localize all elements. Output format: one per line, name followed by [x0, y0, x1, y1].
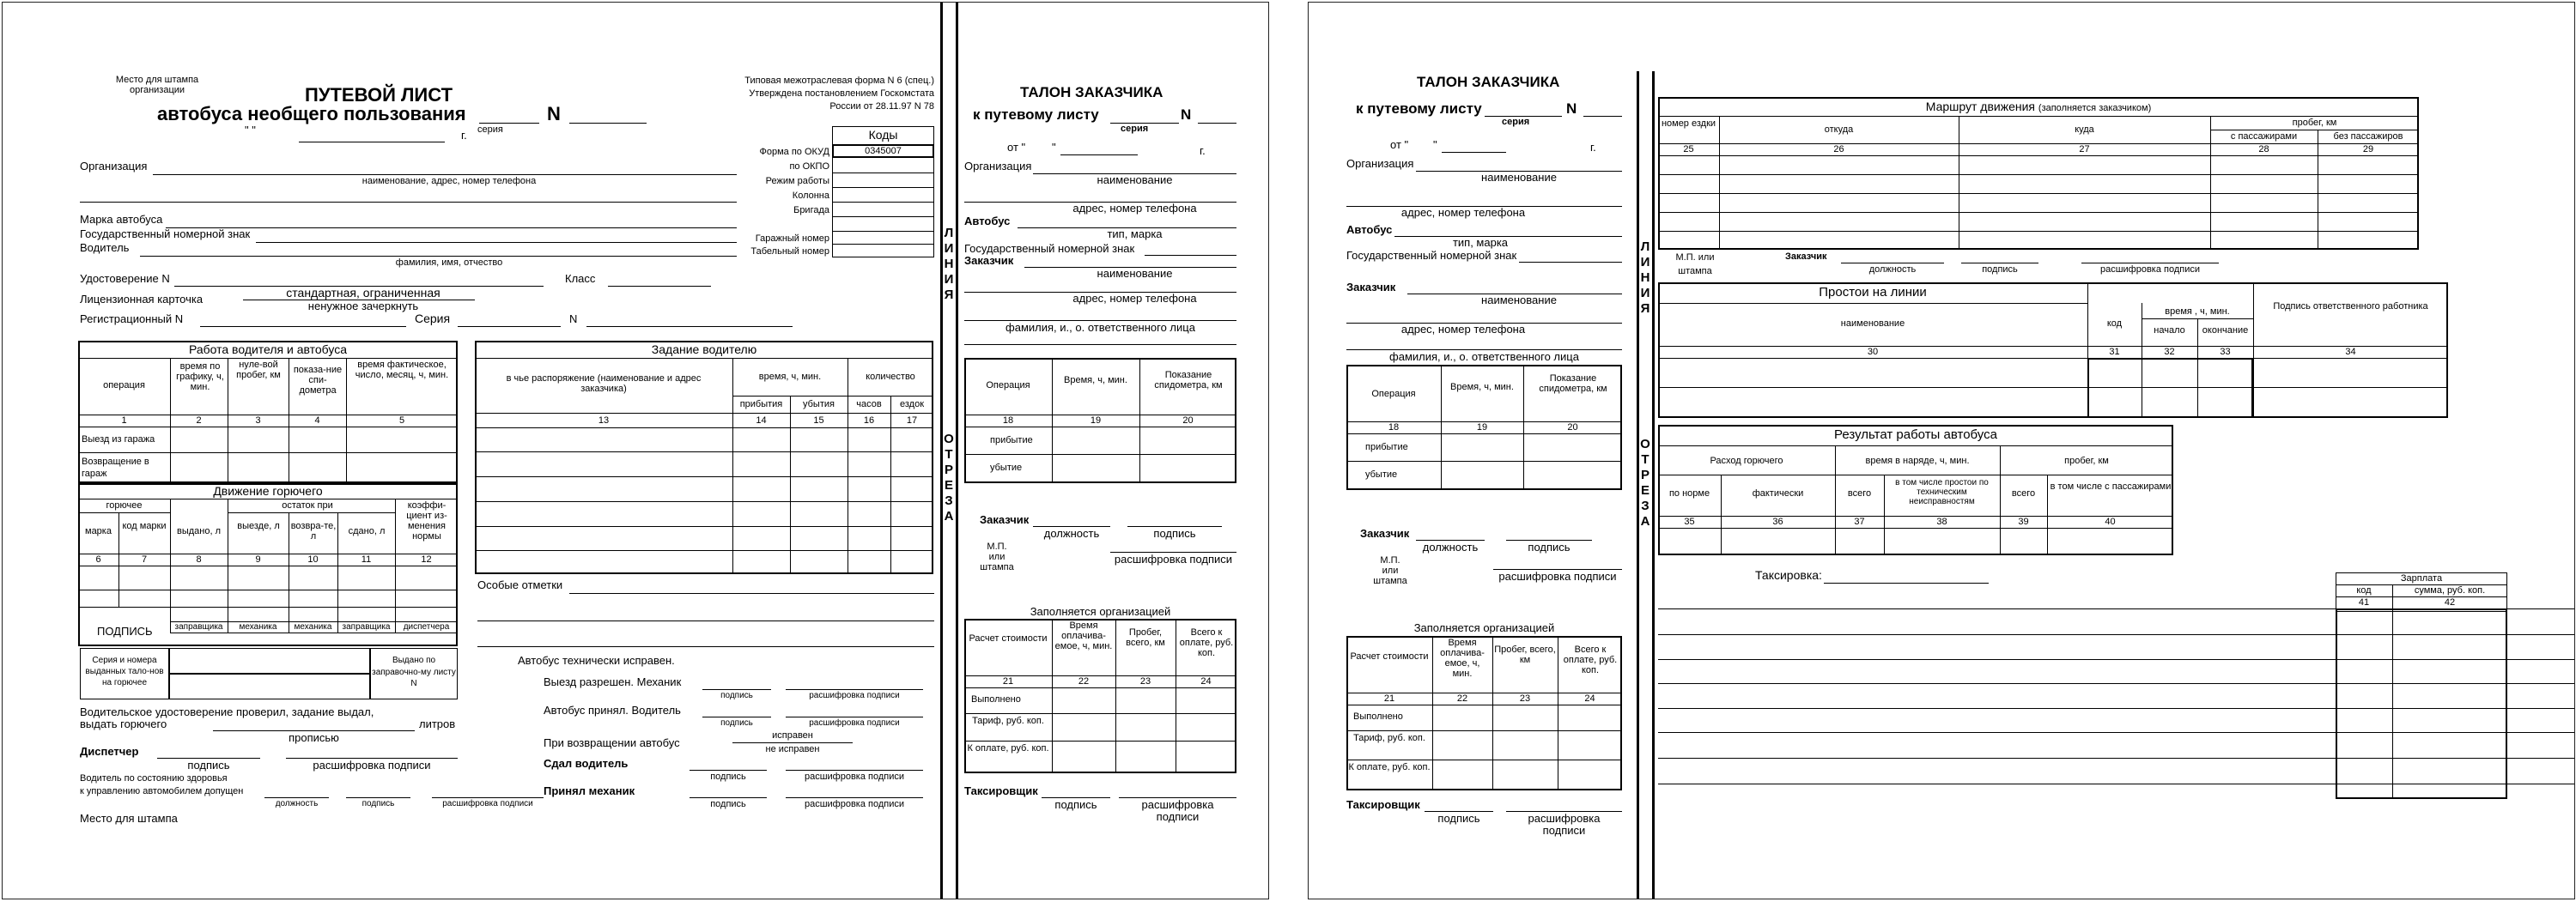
caption-signature: подпись	[710, 799, 746, 809]
fuel-col-brand-code: код марки	[122, 521, 167, 531]
work-row-exit: Выезд из гаража	[82, 434, 155, 445]
health-note-1: Водитель по состоянию здоровья	[80, 773, 228, 784]
idle-col-signature: Подпись ответственного работника	[2273, 301, 2428, 312]
accepted-mechanic-label: Принял механик	[544, 784, 635, 797]
talon-num: 19	[1090, 415, 1102, 426]
waybill-page	[2, 2, 1269, 899]
fuel-num: 6	[95, 554, 101, 565]
bus-brand-label: Марка автобуса	[80, 213, 163, 226]
caption-name: наименование	[1097, 173, 1173, 186]
serviceable-option: исправен	[772, 730, 813, 741]
work-num: 2	[196, 415, 202, 426]
caption-decoding: расшифровка подписи	[809, 718, 900, 728]
talon-quote: "	[1052, 141, 1056, 154]
idle-col-name: наименование	[1840, 318, 1905, 329]
fuel-num: 8	[196, 554, 202, 565]
talon-customer-sign: Заказчик	[980, 513, 1030, 526]
talon2-org: Организация	[1346, 157, 1414, 170]
tech-ok-label: Автобус технически исправен.	[518, 654, 675, 667]
signature-label: ПОДПИСЬ	[97, 625, 153, 638]
route-num: 28	[2258, 144, 2269, 154]
dispatcher-label: Диспетчер	[80, 745, 139, 758]
license-caption: ненужное зачеркнуть	[307, 300, 419, 312]
page-gap	[1271, 0, 1308, 902]
caption-decoding: расшифровка подписи	[2099, 264, 2201, 275]
talon2-title: ТАЛОН ЗАКАЗЧИКА	[1417, 74, 1560, 90]
waybill-subtitle: автобуса необщего пользования	[157, 103, 466, 124]
calc-row-tariff: Тариф, руб. коп.	[972, 716, 1044, 726]
talon-num: 18	[1002, 415, 1014, 426]
bus-accepted-label: Автобус принял. Водитель	[544, 704, 681, 717]
caption-decoding: расшифровка подписи	[809, 691, 900, 700]
talon-stamp: М.П. или штампа	[980, 542, 1014, 573]
sign-role: механика	[239, 622, 277, 632]
caption-decoding: расшифровка подписи	[442, 799, 533, 808]
check-note-2: выдать горючего	[80, 717, 167, 730]
handed-driver-label: Сдал водитель	[544, 757, 629, 770]
salary-num: 42	[2444, 597, 2456, 608]
work-row-return: Возвращение в гараж	[82, 457, 149, 480]
task-col-trips: ездок	[899, 399, 925, 409]
caption-signature: подпись	[1528, 541, 1571, 554]
taxing-label: Таксировка:	[1755, 568, 1822, 582]
fuel-col-exit: выезде, л	[237, 521, 280, 531]
on-return-label: При возвращении автобус	[544, 736, 680, 749]
fuel-col-coefficient: коэффи-циент из-менения нормы	[406, 500, 447, 542]
salary-col-code: код	[2356, 585, 2372, 596]
brigade-label: Бригада	[793, 205, 829, 215]
result-col-actual: фактически	[1752, 488, 1804, 499]
fuel-num: 10	[307, 554, 319, 565]
talon2-stamp: М.П. или штампа	[1373, 555, 1407, 587]
calc-col-paid-time: Время оплачива-емое, ч, мин.	[1054, 621, 1113, 652]
health-note-2: к управлению автомобилем допущен	[80, 786, 244, 796]
caption-decoding: расшифровка подписи	[1114, 553, 1233, 566]
result-num: 39	[2018, 517, 2029, 527]
typeform-note: Типовая межотраслевая форма N 6 (спец.) Утверждена постановлением Госкомстата России от 28.11.97 N 78	[744, 76, 934, 112]
calc-num: 22	[1078, 676, 1090, 687]
caption-responsible: фамилия, и., о. ответственного лица	[1389, 350, 1579, 363]
caption-name: наименование	[1097, 267, 1173, 280]
idle-col-end: окончание	[2202, 325, 2249, 336]
year-label: г.	[461, 129, 467, 142]
talon-to-list: к путевому листу	[973, 106, 1099, 123]
driver-caption: фамилия, имя, отчество	[395, 257, 503, 268]
stamp-place-bottom: Место для штампа	[80, 812, 178, 825]
fuel-table-title: Движение горючего	[213, 484, 323, 498]
date-quotes: " "	[245, 124, 256, 136]
talon2-col-operation: Операция	[1371, 389, 1416, 399]
calc-num: 24	[1200, 676, 1212, 687]
taxer-label: Таксировщик	[964, 784, 1038, 797]
caption-signature: подпись	[187, 759, 230, 772]
salary-num: 41	[2358, 597, 2370, 608]
route-title-text: Маршрут движения	[1925, 100, 2036, 113]
idle-num: 31	[2109, 347, 2120, 357]
calc-num: 21	[1002, 676, 1014, 687]
okud-value: 0345007	[865, 146, 902, 156]
talon-n: N	[1181, 106, 1192, 123]
calc-num: 22	[1456, 693, 1468, 704]
certificate-label: Удостоверение N	[80, 272, 170, 285]
task-num: 16	[863, 415, 875, 426]
talon-customer: Заказчик	[964, 254, 1014, 267]
result-num: 35	[1684, 517, 1695, 527]
fuel-num: 7	[141, 554, 148, 565]
special-notes-label: Особые отметки	[477, 578, 563, 591]
fuel-group-remainder: остаток при	[282, 500, 333, 511]
org-caption: наименование, адрес, номер телефона	[361, 176, 537, 186]
organization-label: Организация	[80, 160, 148, 173]
sign-role: механика	[294, 622, 332, 632]
fuel-col-return: возвра-те, л	[290, 521, 337, 542]
tab-number-label: Табельный номер	[750, 246, 829, 257]
task-col-time: время, ч, мин.	[758, 372, 822, 382]
route-num: 25	[1683, 144, 1694, 154]
okpo-label: по ОКПО	[789, 161, 829, 172]
waybill-number-sign: N	[547, 103, 561, 124]
sign-role: диспетчера	[403, 622, 450, 632]
check-note-1: Водительское удостоверение проверил, задание выдал,	[80, 705, 374, 718]
work-num: 3	[255, 415, 261, 426]
talon-row-departure: убытие	[990, 463, 1023, 473]
result-col-with-pass: в том числе с пассажирами	[2050, 481, 2172, 492]
line-label: Л И Н И Я	[944, 226, 954, 302]
task-table-title: Задание водителю	[651, 342, 757, 356]
work-col-actual-time: время фактическое, число, месяц, ч, мин.	[355, 360, 449, 381]
task-col-arrival: прибытия	[739, 399, 783, 409]
talon-col-speedometer: Показание спидометра, км	[1154, 370, 1223, 391]
talon2-to-list: к путевому листу	[1356, 100, 1482, 117]
route-col-from: откуда	[1824, 124, 1854, 135]
idle-num: 32	[2164, 347, 2175, 357]
talon2-series: серия	[1502, 117, 1530, 127]
column-label: Колонна	[792, 191, 829, 201]
caption-decoding: расшифровка подписи	[1498, 570, 1617, 583]
fuel-col-issued: выдано, л	[176, 526, 221, 536]
idle-col-start: начало	[2154, 325, 2185, 336]
task-col-departure: убытия	[803, 399, 835, 409]
task-num: 17	[906, 415, 918, 426]
idle-title: Простои на линии	[1819, 285, 1927, 300]
cut-label-2: О Т Р Е З А	[1640, 437, 1650, 529]
caption-decoding: расшифровка подписи	[804, 799, 905, 809]
talon2-from: от "	[1390, 138, 1409, 151]
result-group-run: пробег, км	[2064, 456, 2109, 466]
route-num: 26	[1833, 144, 1844, 154]
caption-address: адрес, номер телефона	[1072, 292, 1197, 305]
calc-row-to-pay: К оплате, руб. коп.	[1348, 762, 1431, 772]
talon2-customer: Заказчик	[1346, 281, 1396, 294]
caption-address: адрес, номер телефона	[1400, 206, 1526, 219]
caption-signature: подпись	[1153, 527, 1196, 540]
calc-row-done: Выполнено	[1353, 711, 1403, 722]
work-num: 1	[121, 415, 127, 426]
sign-role: заправщика	[342, 622, 391, 632]
calc-row-done: Выполнено	[971, 694, 1021, 705]
route-col-trip: номер ездки	[1661, 118, 1716, 129]
salary-col-sum: сумма, руб. коп.	[2414, 585, 2486, 596]
caption-signature: подпись	[361, 799, 395, 808]
caption-name: наименование	[1481, 171, 1557, 184]
sign-role: заправщика	[174, 622, 223, 632]
task-col-hours: часов	[856, 399, 882, 409]
caption-type-brand: тип, марка	[1107, 227, 1163, 240]
route-customer: Заказчик	[1785, 251, 1827, 262]
caption-address: адрес, номер телефона	[1072, 202, 1197, 215]
calc-row-tariff: Тариф, руб. коп.	[1353, 733, 1425, 743]
filled-by-org: Заполняется организацией	[1030, 605, 1171, 618]
idle-col-time: время , ч, мин.	[2165, 306, 2230, 317]
fuel-col-brand: марка	[85, 526, 112, 536]
calc-col-run: Пробег, всего, км	[1494, 645, 1556, 666]
waybill-title: ПУТЕВОЙ ЛИСТ	[305, 84, 453, 106]
garage-number-label: Гаражный номер	[755, 233, 829, 244]
fuel-num: 12	[421, 554, 432, 565]
talon-title: ТАЛОН ЗАКАЗЧИКА	[1020, 84, 1163, 100]
salary-body	[2336, 608, 2507, 799]
result-group-time: время в наряде, ч, мин.	[1865, 456, 1970, 466]
talon-row-departure: убытие	[1365, 469, 1398, 480]
caption-position: должность	[1422, 541, 1479, 554]
class-label: Класс	[565, 272, 596, 285]
task-num: 13	[598, 415, 610, 426]
task-num: 15	[813, 415, 824, 426]
talon-num: 19	[1476, 422, 1488, 433]
work-col-schedule: время по графику, ч, мин.	[176, 361, 224, 393]
exit-allowed-label: Выезд разрешен. Механик	[544, 675, 682, 688]
caption-type-brand: тип, марка	[1452, 236, 1509, 249]
talon-row-arrival: прибытие	[1365, 442, 1408, 452]
caption-position: должность	[1868, 264, 1917, 275]
talon-num: 20	[1182, 415, 1194, 426]
work-col-speedometer: показа-ние спи-дометра	[293, 365, 343, 397]
work-mode-label: Режим работы	[765, 176, 829, 186]
talon2-quote: "	[1433, 138, 1437, 151]
caption-signature: подпись	[720, 691, 753, 700]
caption-decoding: расшифровка подписи	[313, 759, 431, 772]
issued-to-label: Выдано по заправочно-му листу N	[372, 656, 456, 688]
caption-position: должность	[1043, 527, 1100, 540]
result-col-norm: по норме	[1668, 488, 1710, 499]
result-title: Результат работы автобуса	[1834, 427, 1997, 442]
result-num: 40	[2105, 517, 2116, 527]
talon2-col-speedometer: Показание спидометра, км	[1539, 373, 1607, 395]
route-col-without-pass: без пассажиров	[2333, 131, 2403, 142]
route-stamp: М.П. или штампа	[1675, 252, 1715, 276]
caption-signature: подпись	[1054, 798, 1097, 811]
codes-title: Коды	[868, 128, 898, 142]
talon-row-arrival: прибытие	[990, 435, 1033, 445]
caption-responsible: фамилия, и., о. ответственного лица	[1005, 321, 1195, 334]
result-col-total-run: всего	[2011, 488, 2036, 499]
okud-label: Форма по ОКУД	[759, 147, 829, 157]
calc-col-cost: Расчет стоимости	[1350, 651, 1429, 662]
caption-decoding: расшифровка подписи	[1528, 812, 1601, 838]
task-col-count: количество	[866, 372, 915, 382]
calc-row-to-pay: К оплате, руб. коп.	[967, 743, 1049, 754]
waybill-back-page	[1308, 2, 2575, 899]
calc-num: 23	[1519, 693, 1531, 704]
result-num: 37	[1854, 517, 1865, 527]
reg-n-label: N	[569, 312, 578, 325]
calc-col-total: Всего к оплате, руб. коп.	[1179, 627, 1234, 659]
caption-signature: подпись	[710, 772, 746, 782]
fuel-group-fuel: горючее	[106, 500, 143, 511]
caption-decoding: расшифровка подписи	[1141, 798, 1214, 824]
liters-label: литров	[419, 717, 456, 730]
talon2-customer-sign: Заказчик	[1360, 527, 1410, 540]
calc-col-paid-time: Время оплачива-емое, ч, мин.	[1440, 638, 1485, 680]
gos-number-label: Государственный номерной знак	[80, 227, 251, 240]
idle-num: 30	[1867, 347, 1879, 357]
talon2-bus: Автобус	[1346, 223, 1393, 236]
work-col-operation: операция	[103, 380, 145, 390]
result-num: 36	[1772, 517, 1783, 527]
caption-name: наименование	[1481, 294, 1557, 306]
fuel-num: 11	[361, 554, 372, 565]
work-table-title: Работа водителя и автобуса	[188, 342, 348, 356]
talon2-gos-num: Государственный номерной знак	[1346, 249, 1517, 262]
salary-title: Зарплата	[2400, 573, 2443, 584]
work-num: 5	[398, 415, 405, 426]
fuel-coupons-label: Серия и номера выданных тало-нов на горючее	[85, 656, 164, 687]
calc-num: 24	[1584, 693, 1595, 704]
route-num: 29	[2362, 144, 2374, 154]
talon-col-time: Время, ч, мин.	[1064, 375, 1127, 385]
in-words-caption: прописью	[289, 731, 339, 744]
caption-signature: подпись	[720, 718, 753, 728]
stamp-place-label: Место для штампа организации	[115, 75, 199, 96]
route-col-run: пробег, км	[2292, 118, 2337, 128]
registration-label: Регистрационный N	[80, 312, 184, 325]
fuel-col-handed: сдано, л	[348, 526, 386, 536]
talon-gos-num: Государственный номерной знак	[964, 242, 1135, 255]
taxer2-label: Таксировщик	[1346, 798, 1420, 811]
talon-col-operation: Операция	[986, 380, 1030, 390]
talon-num: 20	[1567, 422, 1578, 433]
calc-col-total: Всего к оплате, руб. коп.	[1563, 645, 1618, 676]
route-col-with-pass: с пассажирами	[2230, 131, 2298, 142]
driver-label: Водитель	[80, 241, 130, 254]
route-subtitle: (заполняется заказчиком)	[2038, 103, 2152, 113]
route-num: 27	[2079, 144, 2090, 154]
talon2-year: г.	[1590, 141, 1596, 154]
result-group-fuel: Расход горючего	[1710, 456, 1783, 466]
fuel-num: 9	[255, 554, 261, 565]
result-num: 38	[1936, 517, 1947, 527]
idle-num: 34	[2345, 347, 2356, 357]
not-serviceable-option: не исправен	[765, 744, 820, 754]
talon-org: Организация	[964, 160, 1032, 173]
filled-by-org-2: Заполняется организацией	[1413, 621, 1555, 634]
talon-num: 18	[1388, 422, 1400, 433]
license-card-label: Лицензионная карточка	[80, 293, 204, 306]
work-col-zero-run: нуле-вой пробег, км	[236, 360, 281, 381]
route-title	[1658, 100, 2419, 113]
calc-col-run: Пробег, всего, км	[1126, 627, 1165, 649]
series-label: серия	[477, 124, 503, 135]
seria-label: Серия	[415, 312, 451, 325]
work-num: 4	[314, 415, 320, 426]
route-col-to: куда	[2075, 124, 2094, 135]
cut-label: О Т Р Е З А	[944, 432, 954, 524]
line-label-2: Л И Н И Я	[1640, 239, 1650, 316]
caption-decoding: расшифровка подписи	[804, 772, 905, 782]
license-card-value: стандартная, ограниченная	[286, 286, 440, 300]
talon-series: серия	[1121, 124, 1149, 134]
result-col-total-time: всего	[1847, 488, 1872, 499]
calc-num: 23	[1139, 676, 1151, 687]
talon2-col-time: Время, ч, мин.	[1450, 382, 1514, 392]
calc-col-cost: Расчет стоимости	[969, 633, 1048, 644]
talon-from: от "	[1007, 141, 1026, 154]
idle-num: 33	[2220, 347, 2231, 357]
talon-bus: Автобус	[964, 215, 1011, 227]
caption-signature: подпись	[1437, 812, 1480, 825]
result-col-tech-idle: в том числе простои по техническим неисправностям	[1895, 478, 1989, 506]
caption-signature: подпись	[1982, 264, 2018, 275]
talon2-n: N	[1566, 100, 1577, 117]
idle-col-code: код	[2106, 318, 2123, 329]
calc-num: 21	[1383, 693, 1395, 704]
caption-position: должность	[275, 799, 319, 808]
task-num: 14	[756, 415, 767, 426]
caption-address: адрес, номер телефона	[1400, 323, 1526, 336]
talon-year: г.	[1200, 144, 1206, 157]
task-col-customer: в чье распоряжение (наименование и адрес заказчика)	[506, 373, 702, 395]
